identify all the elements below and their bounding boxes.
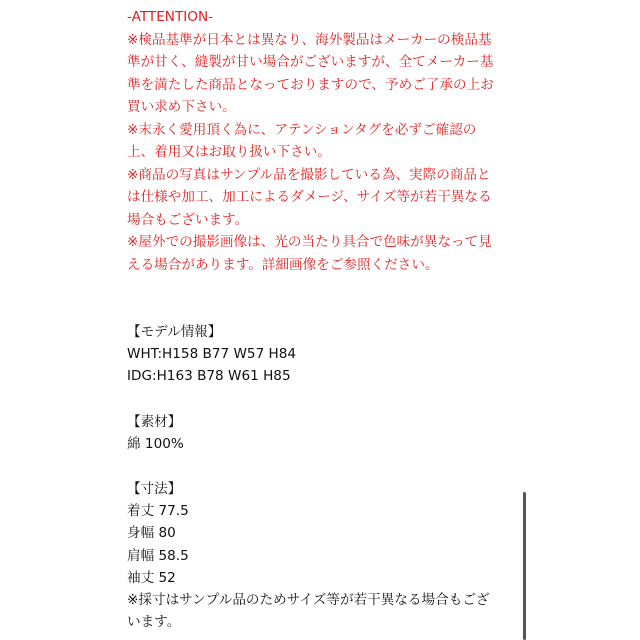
attention-line: ※検品基準が日本とは異なり、海外製品はメーカーの検品基 — [127, 31, 492, 48]
attention-line: は仕様や加工、加工によるダメージ、サイズ等が若干異なる — [127, 189, 492, 205]
size-line: 着丈 77.5 — [127, 503, 189, 520]
attention-line: ※屋外での撮影画像は、光の当たり具合で色味が異なって見 — [127, 234, 492, 250]
attention-line: 場合もございます。 — [127, 211, 249, 228]
model-info-line: WHT:H158 B77 W57 H84 — [127, 346, 297, 363]
model-info-line: IDG:H163 B78 W61 H85 — [127, 368, 291, 385]
attention-line: える場合があります。詳細画像をご参照ください。 — [127, 256, 439, 273]
size-line: 袖丈 52 — [127, 569, 176, 586]
model-info-heading: 【モデル情報】 — [127, 324, 222, 340]
attention-heading: -ATTENTION- — [127, 9, 214, 25]
size-heading: 【寸法】 — [127, 481, 182, 498]
size-note-line: ※採寸はサンプル品のためサイズ等が若干異なる場合もござ — [127, 592, 490, 609]
model-info-section — [127, 321, 507, 388]
size-section — [127, 478, 507, 633]
size-line: 身幅 80 — [127, 525, 176, 542]
material-section — [127, 411, 507, 455]
attention-line: ※末永く愛用頂く為に、アテンションタグを必ずご確認の — [127, 121, 477, 138]
attention-line: 準が甘く、縫製が甘い場合がございますが、全てメーカー基 — [127, 54, 494, 70]
product-description — [127, 0, 507, 633]
attention-line: ※商品の写真はサンプル品を撮影している為、実際の商品と — [127, 166, 491, 183]
attention-line: 準を満たした商品となっておりますので、予めご了承の上お — [127, 76, 494, 93]
attention-line: 買い求め下さい。 — [127, 99, 236, 115]
material-heading: 【素材】 — [127, 413, 182, 430]
attention-section — [127, 6, 507, 276]
attention-line: 上、着用又はお取り扱い下さい。 — [127, 144, 331, 160]
size-line: 肩幅 58.5 — [127, 547, 189, 564]
material-value: 綿 100% — [127, 435, 184, 452]
size-note-line: います。 — [127, 614, 181, 631]
scrollbar[interactable] — [523, 492, 526, 640]
